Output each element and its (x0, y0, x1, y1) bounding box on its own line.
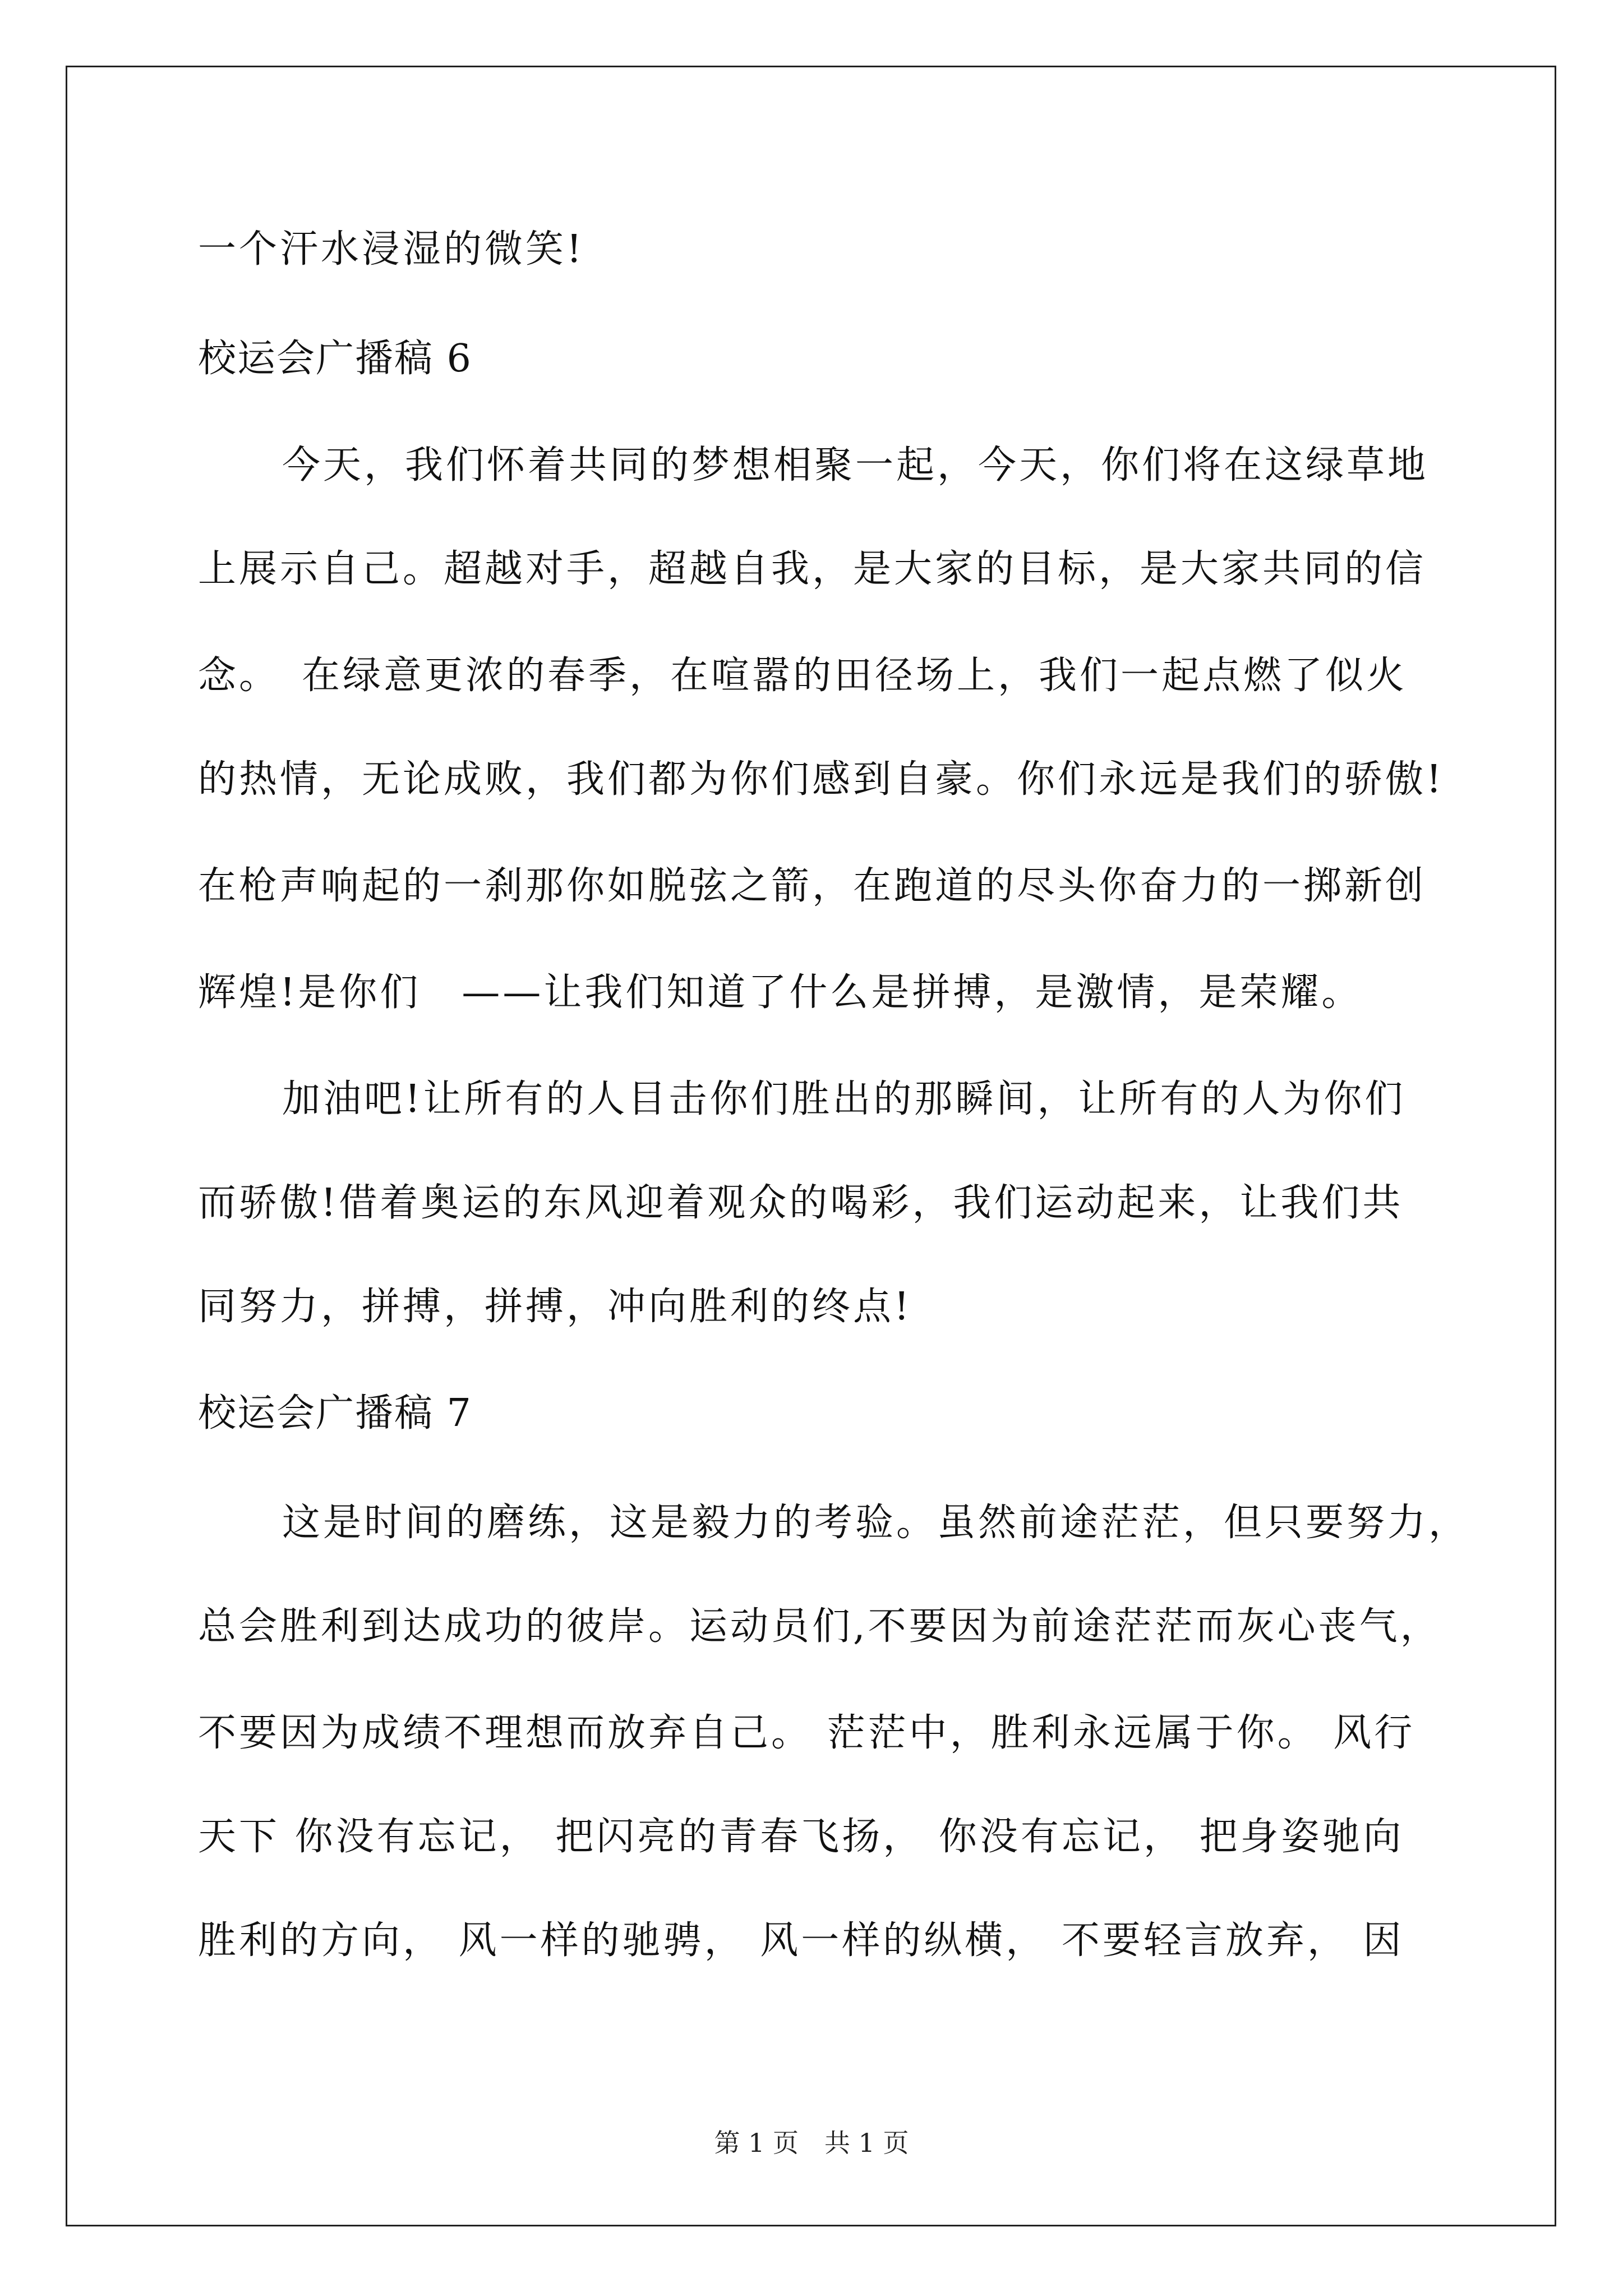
page-footer: 第 1 页 共 1 页 (714, 2128, 909, 2158)
text-line: 一个汗水浸湿的微笑! (198, 227, 585, 272)
paragraph-line: 胜利的方向， 风一样的驰骋， 风一样的纵横， 不要轻言放弃， 因 (198, 1918, 1404, 1963)
section-heading: 校运会广播稿 7 (198, 1391, 472, 1435)
paragraph-line: 在枪声响起的一刹那你如脱弦之箭，在跑道的尽头你奋力的一掷新创 (198, 864, 1427, 908)
paragraph-line: 同努力，拼搏，拼搏，冲向胜利的终点! (198, 1285, 912, 1329)
paragraph-line: 而骄傲!借着奥运的东风迎着观众的喝彩，我们运动起来，让我们共 (198, 1181, 1404, 1225)
paragraph-line: 辉煌!是你们 ——让我们知道了什么是拼搏，是激情，是荣耀。 (198, 970, 1363, 1015)
paragraph-line: 的热情，无论成败，我们都为你们感到自豪。你们永远是我们的骄傲! (198, 757, 1445, 802)
paragraph-line: 上展示自己。超越对手，超越自我，是大家的目标，是大家共同的信 (198, 547, 1427, 591)
paragraph-line: 今天，我们怀着共同的梦想相聚一起，今天，你们将在这绿草地 (282, 443, 1429, 487)
paragraph-line: 天下 你没有忘记， 把闪亮的青春飞扬， 你没有忘记， 把身姿驰向 (198, 1815, 1404, 1859)
paragraph-line: 加油吧!让所有的人目击你们胜出的那瞬间，让所有的人为你们 (282, 1077, 1406, 1121)
paragraph-line: 总会胜利到达成功的彼岸。运动员们,不要因为前途茫茫而灰心丧气， (198, 1604, 1441, 1649)
paragraph-line: 不要因为成绩不理想而放弃自己。 茫茫中，胜利永远属于你。 风行 (198, 1711, 1415, 1755)
paragraph-line: 念。 在绿意更浓的春季，在喧嚣的田径场上，我们一起点燃了似火 (198, 654, 1408, 698)
section-heading: 校运会广播稿 6 (198, 337, 472, 381)
page-border (66, 66, 1556, 2226)
paragraph-line: 这是时间的磨练，这是毅力的考验。虽然前途茫茫，但只要努力， (282, 1501, 1470, 1545)
